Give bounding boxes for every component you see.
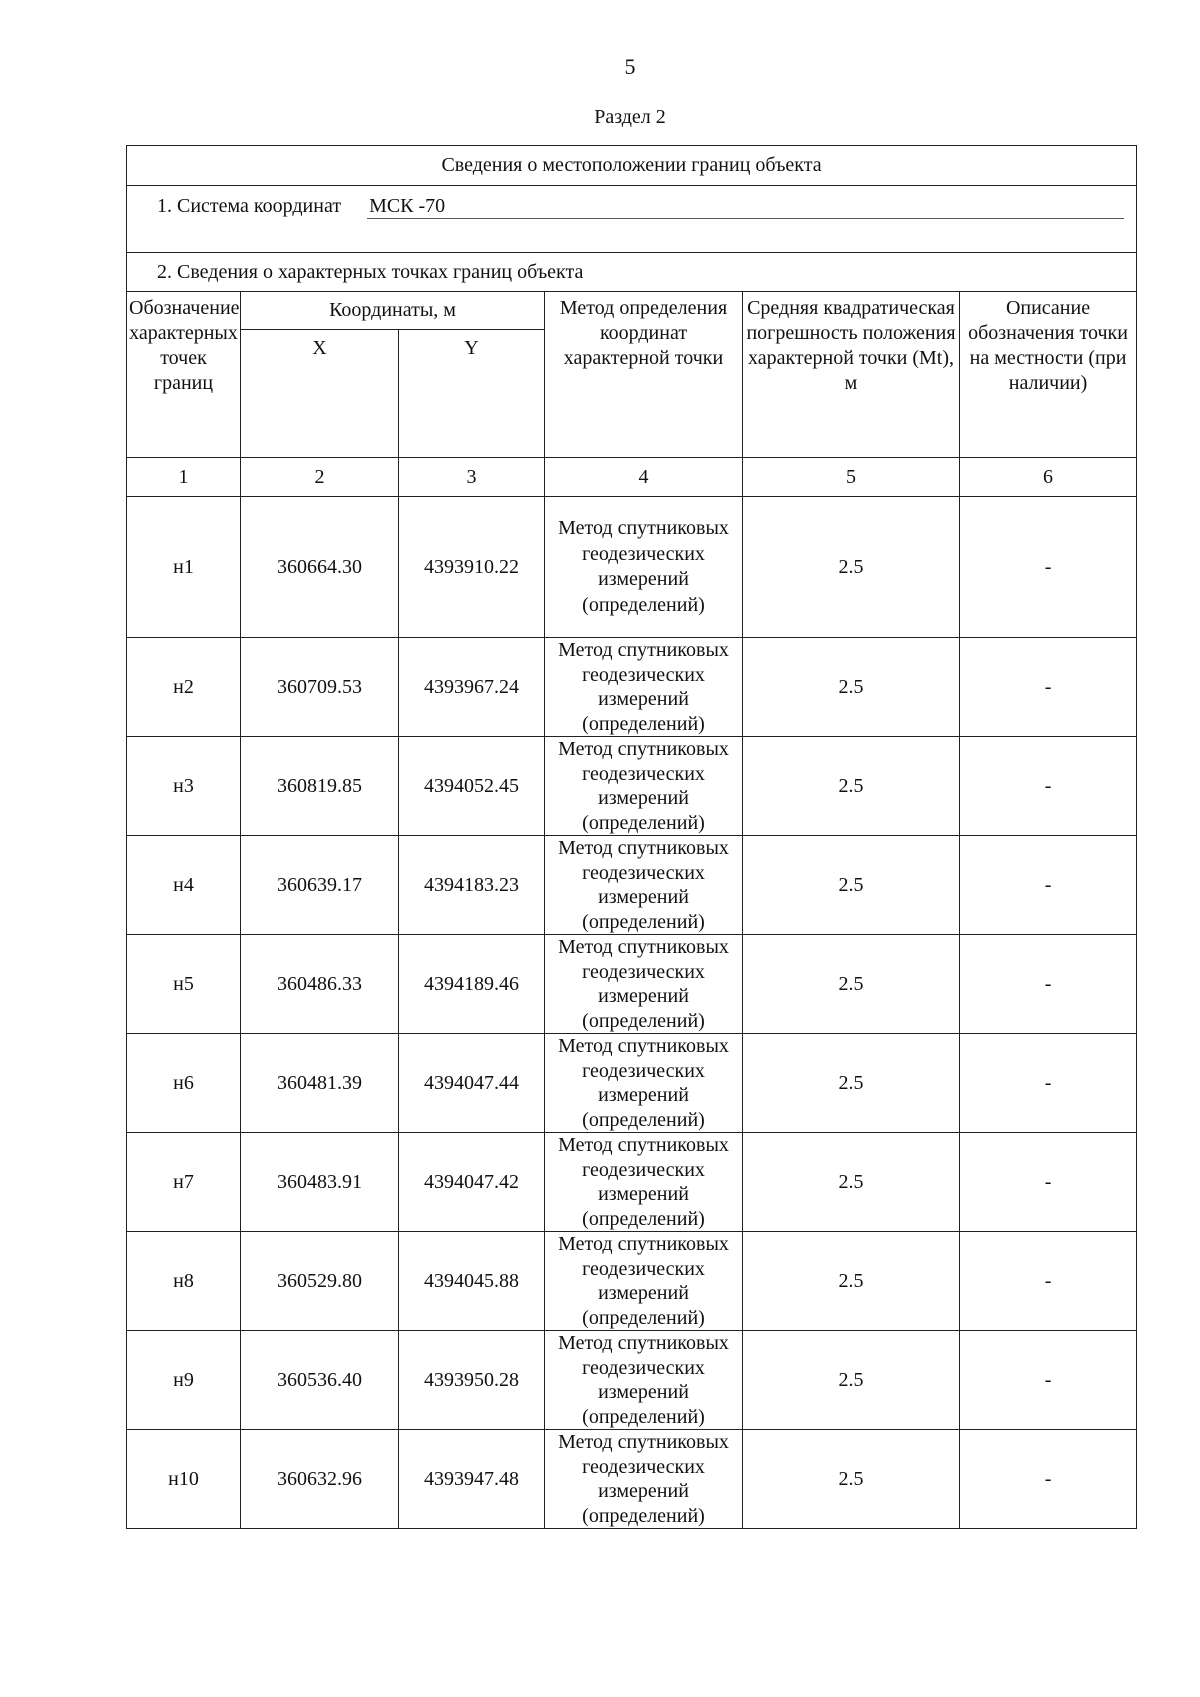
coord-x: 360536.40	[241, 1331, 399, 1430]
table-row	[127, 638, 1137, 737]
coord-x: 360481.39	[241, 1034, 399, 1133]
method: Метод спутниковых геодезических измерений (определений)	[545, 1430, 743, 1529]
point-id: н5	[127, 935, 241, 1034]
description: -	[960, 1232, 1137, 1331]
column-number: 5	[743, 458, 960, 497]
column-number: 6	[960, 458, 1137, 497]
coordinate-system-row	[127, 186, 1137, 253]
header-coordinates: Координаты, м	[241, 292, 545, 330]
column-number: 3	[399, 458, 545, 497]
description: -	[960, 1133, 1137, 1232]
coord-y: 4393950.28	[399, 1331, 545, 1430]
coordinate-system-value: МСК -70	[367, 194, 1124, 219]
mean-error: 2.5	[743, 1232, 960, 1331]
coord-y: 4393967.24	[399, 638, 545, 737]
mean-error: 2.5	[743, 1133, 960, 1232]
table-row	[127, 1232, 1137, 1331]
description: -	[960, 737, 1137, 836]
method: Метод спутниковых геодезических измерений (определений)	[545, 1232, 743, 1331]
coord-x: 360664.30	[241, 497, 399, 638]
header-point-designation: Обозначение характерных точек границ	[127, 292, 241, 458]
mean-error: 2.5	[743, 497, 960, 638]
coord-y: 4394047.42	[399, 1133, 545, 1232]
coord-y: 4394052.45	[399, 737, 545, 836]
description: -	[960, 1331, 1137, 1430]
header-method: Метод определения координат характерной точки	[545, 292, 743, 458]
coord-x: 360529.80	[241, 1232, 399, 1331]
coord-x: 360819.85	[241, 737, 399, 836]
mean-error: 2.5	[743, 1034, 960, 1133]
method: Метод спутниковых геодезических измерений (определений)	[545, 1331, 743, 1430]
table-row	[127, 1331, 1137, 1430]
description: -	[960, 1430, 1137, 1529]
coord-y: 4394047.44	[399, 1034, 545, 1133]
mean-error: 2.5	[743, 1331, 960, 1430]
method: Метод спутниковых геодезических измерений (определений)	[545, 497, 743, 638]
coord-x: 360632.96	[241, 1430, 399, 1529]
point-id: н6	[127, 1034, 241, 1133]
mean-error: 2.5	[743, 737, 960, 836]
point-id: н8	[127, 1232, 241, 1331]
table-row	[127, 935, 1137, 1034]
description: -	[960, 935, 1137, 1034]
mean-error: 2.5	[743, 638, 960, 737]
point-id: н7	[127, 1133, 241, 1232]
table-row	[127, 497, 1137, 638]
coord-y: 4394045.88	[399, 1232, 545, 1331]
method: Метод спутниковых геодезических измерений (определений)	[545, 737, 743, 836]
method: Метод спутниковых геодезических измерений (определений)	[545, 638, 743, 737]
page-number: 5	[624, 54, 636, 79]
method: Метод спутниковых геодезических измерений (определений)	[545, 1133, 743, 1232]
point-id: н3	[127, 737, 241, 836]
table-row	[127, 1430, 1137, 1529]
header-mean-error: Средняя квадратическая погрешность положения характерной точки (Mt), м	[743, 292, 960, 458]
coord-y: 4393947.48	[399, 1430, 545, 1529]
coord-x: 360639.17	[241, 836, 399, 935]
coordinate-system-label: 1. Система координат	[157, 195, 342, 217]
boundary-points-table	[126, 145, 1137, 1529]
point-id: н1	[127, 497, 241, 638]
method: Метод спутниковых геодезических измерений (определений)	[545, 1034, 743, 1133]
table-banner: Сведения о местоположении границ объекта	[127, 146, 1137, 186]
point-id: н2	[127, 638, 241, 737]
coord-x: 360483.91	[241, 1133, 399, 1232]
section-title: Раздел 2	[594, 106, 666, 128]
header-y: Y	[399, 330, 545, 458]
mean-error: 2.5	[743, 836, 960, 935]
header-description: Описание обозначения точки на местности (при наличии)	[960, 292, 1137, 458]
description: -	[960, 1034, 1137, 1133]
description: -	[960, 836, 1137, 935]
point-id: н9	[127, 1331, 241, 1430]
method: Метод спутниковых геодезических измерений (определений)	[545, 935, 743, 1034]
coord-x: 360486.33	[241, 935, 399, 1034]
table-row	[127, 836, 1137, 935]
point-id: н4	[127, 836, 241, 935]
points-heading: 2. Сведения о характерных точках границ объекта	[127, 253, 1137, 292]
point-id: н10	[127, 1430, 241, 1529]
column-number: 4	[545, 458, 743, 497]
coord-y: 4394183.23	[399, 836, 545, 935]
header-x: X	[241, 330, 399, 458]
column-numbers-row	[127, 458, 1137, 497]
coord-y: 4394189.46	[399, 935, 545, 1034]
column-number: 2	[241, 458, 399, 497]
table-row	[127, 1034, 1137, 1133]
coord-y: 4393910.22	[399, 497, 545, 638]
method: Метод спутниковых геодезических измерений (определений)	[545, 836, 743, 935]
mean-error: 2.5	[743, 1430, 960, 1529]
column-number: 1	[127, 458, 241, 497]
description: -	[960, 638, 1137, 737]
table-row	[127, 1133, 1137, 1232]
description: -	[960, 497, 1137, 638]
table-row	[127, 737, 1137, 836]
mean-error: 2.5	[743, 935, 960, 1034]
coord-x: 360709.53	[241, 638, 399, 737]
